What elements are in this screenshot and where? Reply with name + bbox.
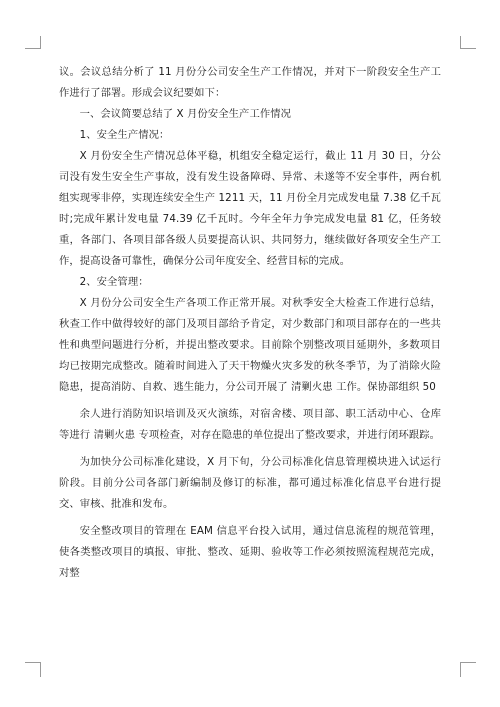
crop-mark-bottom-left xyxy=(25,662,41,677)
paragraph-intro: 议。会议总结分析了 11 月份分公司安全生产工作情况，并对下一阶段安全生产工作进行了部署。形成会议纪要如下： xyxy=(59,66,441,99)
paragraph-eam-platform: 安全整改项目的管理在 EAM 信息平台投入试用，通过信息流程的规范管理，使各类整改项目的填报、审批、整改、延期、验收等工作必须按照流程规范完成，对整 xyxy=(59,525,441,579)
subheading-safety-status: 1、安全生产情况： xyxy=(79,129,170,141)
paragraph-safety-management: X 月份分公司安全生产各项工作正常开展。对秋季安全大检查工作进行总结，秋查工作中做得较好的部门及项目部给予肯定，对少数部门和项目部存在的一些共性和典型问题进行分析，并提出整改要求。目前除个别整改项目延期外，多数项目均已按期完成整改。随着时间进入了天干物燥火灾多发的秋冬季节，为了消除火险隐患，提高消防、自救、逃生能力，分公司开展了 清剿火患 工作。保协部组织 50 xyxy=(59,297,441,393)
subheading-safety-management: 2、安全管理： xyxy=(79,276,149,288)
crop-mark-top-right xyxy=(460,36,476,49)
document-body xyxy=(59,62,441,584)
crop-mark-top-left xyxy=(25,36,41,49)
crop-mark-bottom-right xyxy=(460,662,476,677)
paragraph-fire-drill: 余人进行消防知识培训及灭火演练，对宿舍楼、项目部、职工活动中心、仓库等进行 清剿火患 专项检查，对存在隐患的单位提出了整改要求，并进行闭环跟踪。 xyxy=(59,408,441,441)
paragraph-safety-status: X 月份安全生产情况总体平稳，机组安全稳定运行，截止 11 月 30 日，分公司没有发生安全生产事故，没有发生设备障碍、异常、未遂等不安全事件，两台机组实现零非停，实现连续安全生产 1211 天，11 月份全月完成发电量 7.38 亿千瓦时;完成年累计发电量 74.39 亿千瓦时。今年全年力争完成发电量 81 亿，任务较重，各部门、各项目部各级人员要提高认识、共同努力，继续做好各项安全生产工作，提高设备可靠性，确保分公司年度安全、经营目标的完成。 xyxy=(59,150,441,267)
section-heading-1: 一、会议简要总结了 X 月份安全生产工作情况 xyxy=(79,108,292,120)
paragraph-standardization: 为加快分公司标准化建设，X 月下旬，分公司标准化信息管理模块进入试运行阶段。目前分公司各部门新编制及修订的标准，都可通过标准化信息平台进行提交、审核、批准和发布。 xyxy=(59,456,441,510)
